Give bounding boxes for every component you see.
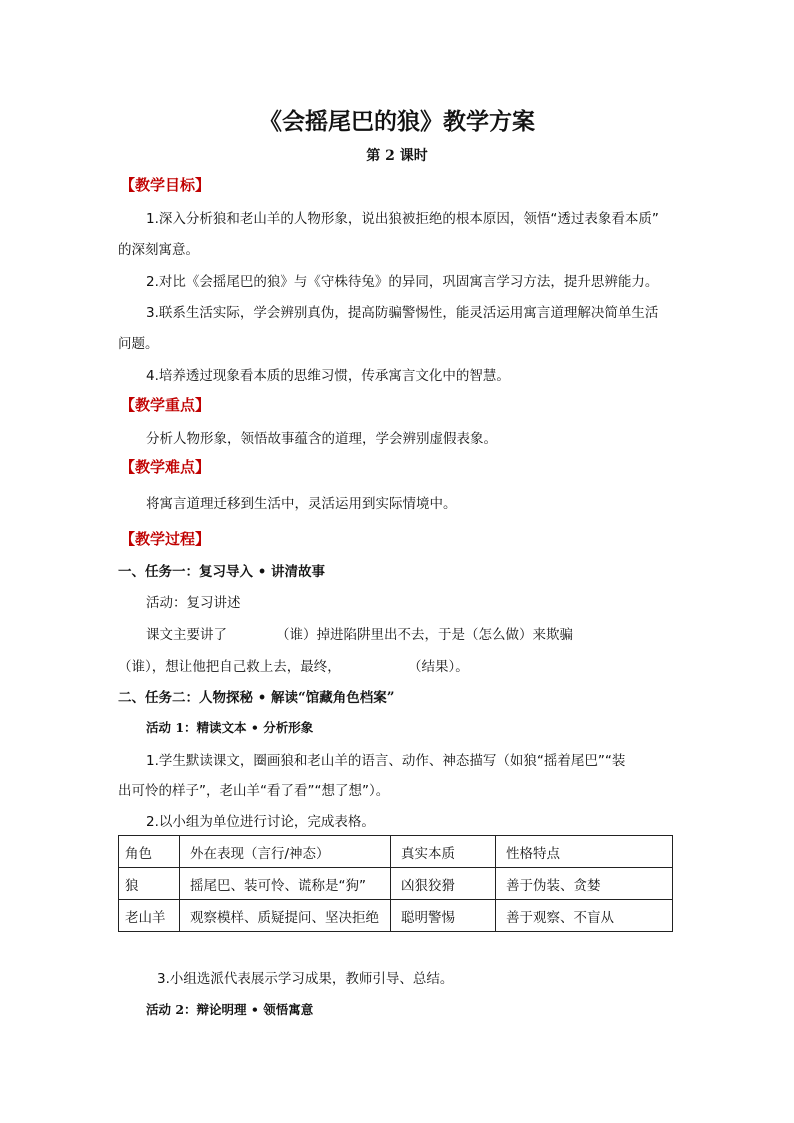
table-cell: 凶狠狡猾 [391,868,496,900]
task-1-activity: 活动：复习讲述 [146,595,241,611]
table-row [119,868,673,900]
process-heading: 【教学过程】 [120,530,211,548]
table-header-cell: 外在表现（言行/神态） [180,836,391,868]
difficulties-text: 将寓言道理迁移到生活中，灵活运用到实际情境中。 [146,496,457,512]
activity-1-step-2: 2.以小组为单位进行讨论，完成表格。 [146,814,375,830]
key-points-heading: 【教学重点】 [120,396,211,414]
lesson-subtitle: 第 2 课时 [366,148,428,164]
table-header-cell: 性格特点 [496,836,673,868]
table-cell: 善于伪装、贪婪 [496,868,673,900]
goal-item-3-line-1: 3.联系生活实际，学会辨别真伪，提高防骗警惕性，能灵活运用寓言道理解决简单生活 [146,305,659,321]
table-header-cell: 角色 [119,836,180,868]
task-1-fill-part-d: （结果）。 [408,659,469,675]
task-1-fill-part-a: 课文主要讲了 [146,627,227,643]
difficulties-heading: 【教学难点】 [120,458,211,476]
table-cell: 狼 [119,868,180,900]
table-cell: 聪明警惕 [391,900,496,932]
key-points-text: 分析人物形象，领悟故事蕴含的道理，学会辨别虚假表象。 [146,431,497,447]
activity-1-step-1-line-2: 出可怜的样子”，老山羊“看了看”“想了想”）。 [118,783,390,799]
table-cell: 摇尾巴、装可怜、谎称是“狗” [180,868,391,900]
table-cell: 善于观察、不盲从 [496,900,673,932]
table-cell: 观察模样、质疑提问、坚决拒绝 [180,900,391,932]
task-1-fill-part-b: （谁）掉进陷阱里出不去，于是（怎么做）来欺骗 [276,627,573,643]
character-analysis-table [118,835,673,932]
table-header-cell: 真实本质 [391,836,496,868]
page-title: 《会摇尾巴的狼》教学方案 [259,108,535,135]
activity-1-step-1-line-1: 1.学生默读课文，圈画狼和老山羊的语言、动作、神态描写（如狼“摇着尾巴”“装 [146,753,626,769]
task-1-title: 一、任务一：复习导入 • 讲清故事 [118,564,326,580]
table-cell: 老山羊 [119,900,180,932]
goals-heading: 【教学目标】 [120,176,211,194]
activity-1-title: 活动 1：精读文本 • 分析形象 [146,720,314,735]
table-row [119,900,673,932]
goal-item-1-line-2: 的深刻寓意。 [118,242,199,258]
goal-item-3-line-2: 问题。 [118,336,159,352]
activity-2-title: 活动 2：辩论明理 • 领悟寓意 [146,1002,314,1017]
task-1-fill-part-c: （谁），想让他把自己救上去，最终， [118,659,341,675]
goal-item-1-line-1: 1.深入分析狼和老山羊的人物形象，说出狼被拒绝的根本原因，领悟“透过表象看本质” [146,211,659,227]
table-header-row [119,836,673,868]
goal-item-2: 2.对比《会摇尾巴的狼》与《守株待兔》的异同，巩固寓言学习方法，提升思辨能力。 [146,274,659,290]
task-2-title: 二、任务二：人物探秘 • 解读“馆藏角色档案” [118,690,395,706]
activity-1-step-3: 3.小组选派代表展示学习成果，教师引导、总结。 [157,971,454,987]
goal-item-4: 4.培养透过现象看本质的思维习惯，传承寓言文化中的智慧。 [146,368,510,384]
